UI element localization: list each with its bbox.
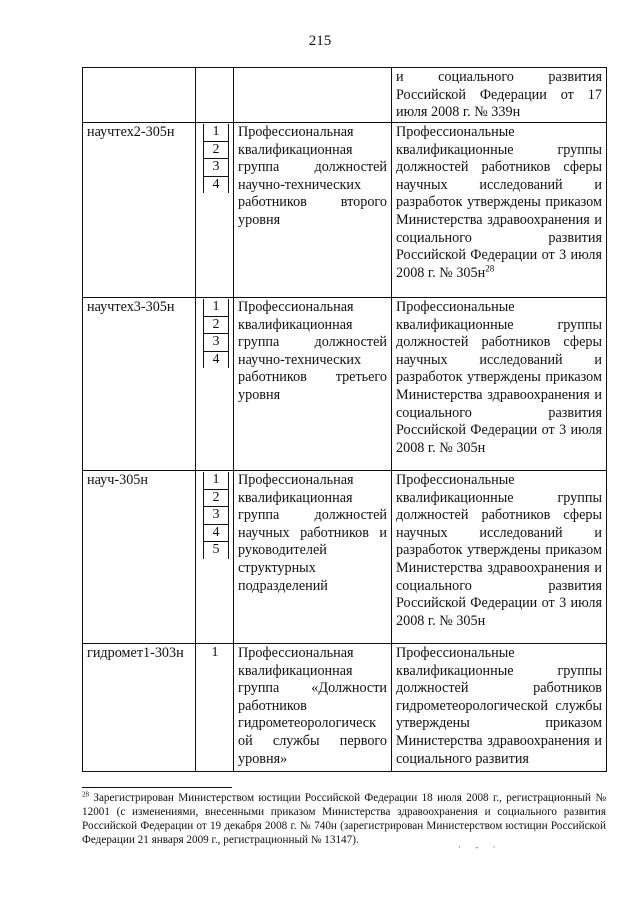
row-basis <box>392 298 607 471</box>
row-numbers <box>196 123 234 298</box>
row-basis <box>392 123 607 298</box>
table-row <box>83 471 607 644</box>
row-basis-text: Профессиональные квалификационные группы должностей работников сферы научных исследований и разработок утверждены приказом Министерства здравоохранения и социального развития Российской Федерации от 3 июля 2008 г. № 305н <box>396 472 602 629</box>
num-item: 3 <box>204 507 228 525</box>
num-item: 4 <box>212 176 220 192</box>
num-item: 2 <box>204 142 228 160</box>
num-item: 5 <box>212 542 220 558</box>
row-basis <box>392 471 607 644</box>
table-row <box>83 298 607 471</box>
row-basis-text: и социального развития Российской Федерации от 17 июля 2008 г. № 339н <box>396 69 602 121</box>
footnote <box>82 791 606 847</box>
row-group: Профессиональная квалификационная группа должностей научных работников и руководителей структурных подразделений <box>234 471 392 644</box>
row-code: гидромет1-303н <box>83 644 196 772</box>
row-basis <box>392 68 607 123</box>
row-group: Профессиональная квалификационная группа «Должности работников гидрометеорологическ ой службы первого уровня» <box>234 644 392 772</box>
row-basis-text: Профессиональные квалификационные группы должностей работников сферы научных исследований и разработок утверждены приказом Министерства здравоохранения и социального развития Российской Федерации от 3 июля 2008 г. № 305н <box>396 299 602 456</box>
table-row <box>83 123 607 298</box>
row-basis-text: Профессиональные квалификационные группы должностей работников гидрометеорологической службы утверждены приказом Министерства здравоохранения и социального развития <box>396 645 602 767</box>
num-item: 1 <box>211 645 219 660</box>
row-numbers <box>196 644 234 772</box>
num-item: 2 <box>204 317 228 335</box>
row-code: науч-305н <box>83 471 196 644</box>
footnote-text: Зарегистрирован Министерством юстиции Российской Федерации 18 июля 2008 г., регистрационный № 12001 (с изменениями, внесенными приказом Министерства здравоохранения и социального развития Российской Федерации от 19 декабря 2008 г. № 740н (зарегистрирован Министерством юстиции Российской Федерации 21 января 2009 г., регистрационный № 13147). <box>82 792 606 846</box>
row-group <box>234 68 392 123</box>
row-numbers <box>196 68 234 123</box>
row-basis-text: Профессиональные квалификационные группы должностей работников сферы научных исследований и разработок утверждены приказом Министерства здравоохранения и социального развития Российской Федерации от 3 июля 2008 г. № 305н <box>396 124 602 281</box>
num-item: 1 <box>204 124 228 142</box>
footnote-divider <box>82 787 232 788</box>
num-item: 3 <box>204 159 228 177</box>
num-item: 1 <box>204 472 228 490</box>
table-row <box>83 644 607 772</box>
num-item: 4 <box>204 525 228 543</box>
table-body <box>83 68 607 772</box>
scan-marks: · - · <box>458 842 502 852</box>
row-basis <box>392 644 607 772</box>
row-code: научтех3-305н <box>83 298 196 471</box>
row-group: Профессиональная квалификационная группа должностей научно-технических работников второго уровня <box>234 123 392 298</box>
row-group: Профессиональная квалификационная группа должностей научно-технических работников третьего уровня <box>234 298 392 471</box>
row-code <box>83 68 196 123</box>
classification-table <box>82 67 607 772</box>
footnote-marker: 28 <box>82 790 89 799</box>
page-number: 215 <box>308 33 332 49</box>
footnote-ref: 28 <box>485 263 495 274</box>
row-numbers <box>196 471 234 644</box>
num-item: 4 <box>212 351 220 367</box>
table-row <box>83 68 607 123</box>
row-code: научтех2-305н <box>83 123 196 298</box>
num-item: 3 <box>204 334 228 352</box>
row-numbers <box>196 298 234 471</box>
num-item: 2 <box>204 490 228 508</box>
num-item: 1 <box>204 299 228 317</box>
